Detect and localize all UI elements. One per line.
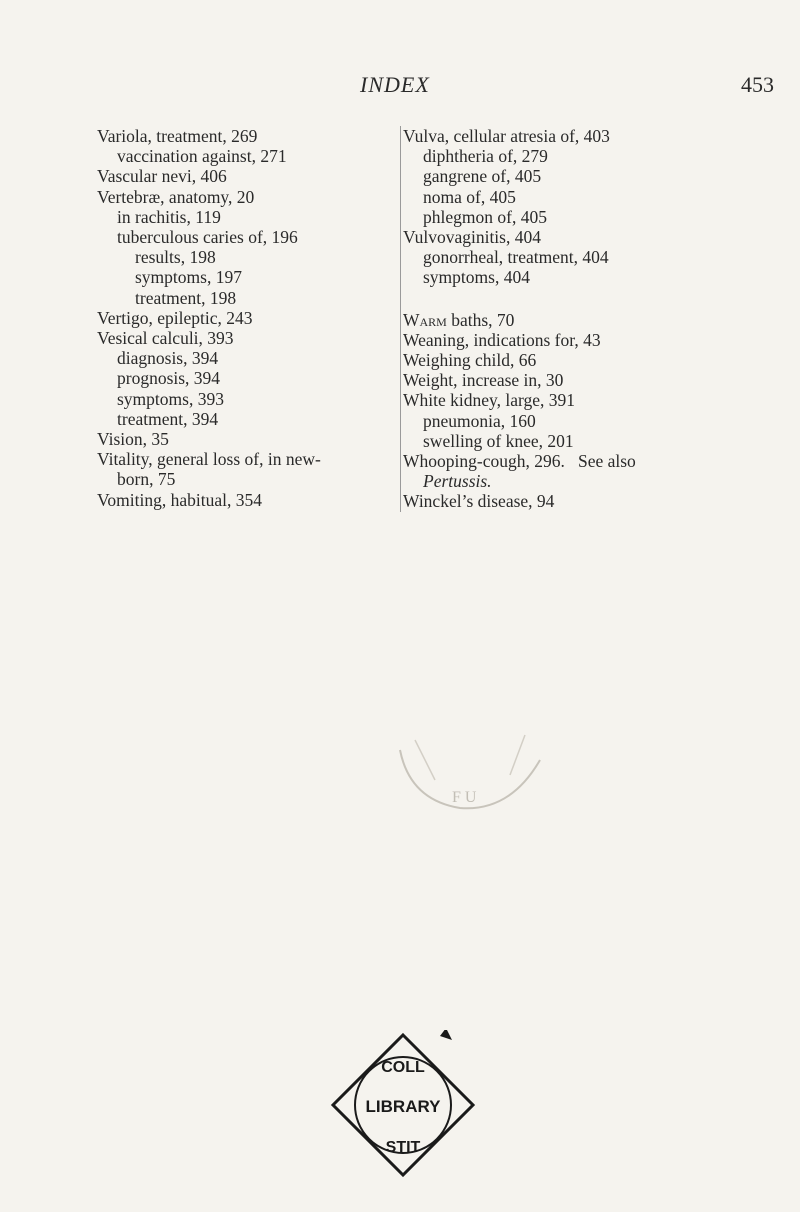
index-entry: Variola, treatment, 269	[97, 126, 258, 146]
index-subentry: swelling of knee, 201	[423, 430, 574, 451]
section-gap	[403, 288, 733, 310]
index-subentry: symptoms, 404	[423, 267, 530, 288]
stamp-bottom-text: STIT	[385, 1139, 421, 1156]
index-subentry: diagnosis, 394	[117, 348, 219, 369]
index-subentry: prognosis, 394	[117, 368, 221, 389]
index-subentry-crossref: Pertussis.	[423, 471, 492, 492]
index-entry: Weaning, indications for, 43	[403, 329, 601, 350]
index-subentry: diphtheria of, 279	[423, 146, 548, 167]
page-number: 453	[741, 72, 774, 97]
index-column-left	[97, 126, 397, 510]
warm-headword: Warm	[403, 309, 447, 330]
index-entry: Vascular nevi, 406	[97, 166, 227, 187]
index-subentry: results, 198	[135, 247, 216, 268]
index-subentry: vaccination against, 271	[117, 146, 287, 167]
index-entry: Winckel’s disease, 94	[403, 491, 555, 512]
index-entry: Vomiting, habitual, 354	[97, 489, 262, 510]
index-subentry: gonorrheal, treatment, 404	[423, 247, 609, 268]
index-subentry: noma of, 405	[423, 186, 516, 207]
running-title: INDEX	[360, 72, 430, 97]
index-subentry: gangrene of, 405	[423, 166, 542, 187]
page-header	[0, 72, 800, 102]
index-column-right	[400, 126, 733, 512]
index-entry: Vitality, general loss of, in new-	[97, 449, 321, 470]
index-subentry: phlegmon of, 405	[423, 206, 547, 227]
library-stamp	[328, 1030, 478, 1180]
index-entry: Weighing child, 66	[403, 350, 537, 371]
index-subentry: symptoms, 197	[135, 267, 242, 288]
stamp-middle-text: LIBRARY	[365, 1097, 441, 1116]
index-subentry: in rachitis, 119	[117, 206, 221, 227]
index-entry: Vulvovaginitis, 404	[403, 227, 541, 248]
faint-stamp-fragment	[390, 720, 550, 830]
index-subentry: born, 75	[117, 469, 176, 490]
index-subentry: pneumonia, 160	[423, 410, 536, 431]
stamp-top-text: COLL	[381, 1059, 425, 1076]
index-entry: Weight, increase in, 30	[403, 370, 564, 391]
index-entry-warm	[403, 310, 733, 330]
warm-rest: baths, 70	[446, 309, 515, 330]
index-subentry: treatment, 394	[117, 408, 219, 429]
index-entry: White kidney, large, 391	[403, 390, 576, 411]
index-subentry: symptoms, 393	[117, 388, 224, 409]
index-subentry: treatment, 198	[135, 287, 237, 308]
stamp-fragment-text: F U	[452, 789, 477, 806]
index-entry: Vision, 35	[97, 429, 169, 450]
index-entry: Vesical calculi, 393	[97, 328, 234, 349]
index-entry: Vulva, cellular atresia of, 403	[403, 126, 610, 146]
index-subentry: tuberculous caries of, 196	[117, 227, 298, 248]
index-entry: Vertebræ, anatomy, 20	[97, 186, 255, 207]
index-entry: Vertigo, epileptic, 243	[97, 307, 253, 328]
index-entry: Whooping-cough, 296. See also	[403, 451, 636, 472]
